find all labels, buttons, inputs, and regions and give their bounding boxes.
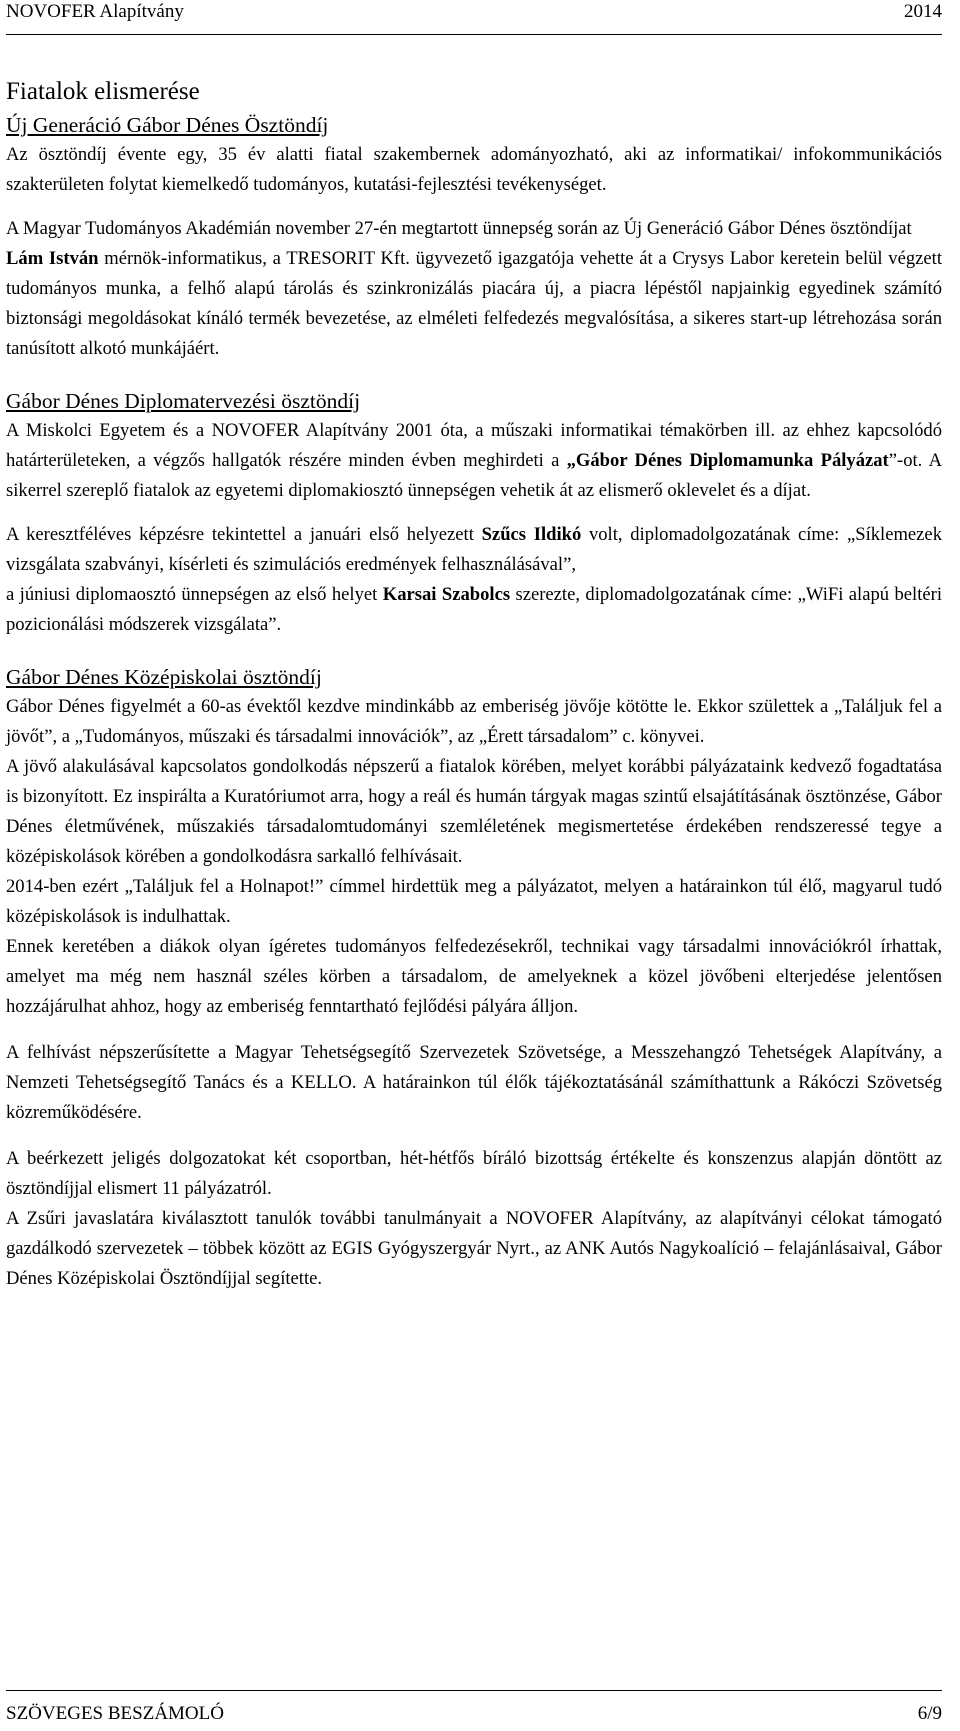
paragraph-text: ”-ot. A sikerrel szereplő fiatalok az egyetemi diplomakiosztó ünnepségen vehetik át az elismerő oklevelet és a díjat. [6,450,942,501]
paragraph: A Magyar Tudományos Akadémián november 27-én megtartott ünnepség során az Új Generáció Gábor Dénes ösztöndíjat [6,218,912,239]
paragraph: A jövő alakulásával kapcsolatos gondolkodás népszerű a fiatalok körében, melyet korábbi pályázataink kedvező fogadtatása is bizonyított. Ez inspirálta a Kuratóriumot arra, hogy a reál és humán tárgyak magas szintű elsajátításának ösztönzése, Gábor Dénes életművének, műszakiés társadalomtudományi szemléletének megismertetése érdekében rendszeressé tegye a középiskolások körében a gondolkodásra sarkalló felhívásait. [6,756,942,867]
paragraph [6,244,942,364]
winner-name: Karsai Szabolcs [382,584,511,605]
paragraph-text: A Miskolci Egyetem és a NOVOFER Alapítvány 2001 óta, a műszaki informatikai témakörben ill. az ehhez kapcsolódó határterületeken, a végzős hallgatók részére minden évben meghirdeti a [6,420,942,471]
page-number: 6/9 [917,1703,942,1724]
paragraph-text: mérnök-informatikus, a TRESORIT Kft. ügyvezető igazgatója vehette át a Crysys Labor keretein belül végzett tudományos munka, a felhő alapú tárolás és szinkronizálás piacára új, a piacra lépéstől napjainkig egyedinek számító biztonsági megoldásokat kínáló termék bevezetése, az elméleti felfedezés megvalósítása, a sikeres start-up létrehozása során tanúsított alkotó munkájáért. [6,248,942,359]
paragraph-text: a júniusi diplomaosztó ünnepségen az első helyet [6,584,383,605]
paragraph: A Zsűri javaslatára kiválasztott tanulók további tanulmányait a NOVOFER Alapítvány, az alapítványi célokat támogató gazdálkodó szervezetek – többek között az EGIS Gyógyszergyár Nyrt., az ANK Autós Nagykoalíció – felajánlásaival, Gábor Dénes Középiskolai Ösztöndíjjal segítette. [6,1208,942,1289]
footer-label: SZÖVEGES BESZÁMOLÓ [6,1703,224,1724]
paragraph: Az ösztöndíj évente egy, 35 év alatti fiatal szakembernek adományozható, aki az informatikai/ infokommunikációs szakterületen folytat kiemelkedő tudományos, kutatási-fejlesztési tevékenységet. [6,144,942,195]
paragraph [6,416,942,506]
paragraph: A beérkezett jeligés dolgozatokat két csoportban, hét-hétfős bíráló bizottság értékelte és konszenzus alapján döntött az ösztöndíjjal elismert 11 pályázatról. [6,1148,942,1199]
paragraph-text: volt, diplomadolgozatának címe: „Síklemezek vizsgálata szabványi, kísérleti és szimulációs eredmények felhasználásával”, [6,524,942,575]
page-title: Fiatalok elismerése [6,78,200,105]
section-heading-uj-generacio: Új Generáció Gábor Dénes Ösztöndíj [6,113,329,137]
awardee-name: Lám István [6,248,99,269]
paragraph: A felhívást népszerűsítette a Magyar Tehetségsegítő Szervezetek Szövetsége, a Messzehangzó Tehetségek Alapítvány, a Nemzeti Tehetségsegítő Tanács és a KELLO. A határainkon túl élők tájékoztatásánál számíthattunk a Rákóczi Szövetség közreműködésére. [6,1042,942,1123]
page-header [6,0,942,35]
winner-name: Szűcs Ildikó [481,524,582,545]
header-organization: NOVOFER Alapítvány [6,1,184,22]
paragraph [6,520,942,580]
page-content [6,74,942,1294]
header-year: 2014 [904,1,942,22]
paragraph: Gábor Dénes figyelmét a 60-as évektől kezdve mindinkább az emberiség jövője kötötte le. Ekkor születtek a „Találjuk fel a jövőt”, a „Tudományos, műszaki és társadalmi innovációk”, az „Érett társadalom” c. könyvei. [6,696,942,747]
paragraph-text: szerezte, diplomadolgozatának címe: „WiFi alapú beltéri pozicionálási módszerek vizsgálata”. [6,584,942,635]
paragraph-text: A keresztféléves képzésre tekintettel a januári első helyezett [6,524,482,545]
paragraph: 2014-ben ezért „Találjuk fel a Holnapot!” címmel hirdettük meg a pályázatot, melyen a határainkon túl élő, magyarul tudó középiskolások is indulhattak. [6,876,942,927]
section-heading-diplomatervezesi: Gábor Dénes Diplomatervezési ösztöndíj [6,389,361,413]
paragraph [6,580,942,640]
section-heading-kozepiskolai: Gábor Dénes Középiskolai ösztöndíj [6,665,322,689]
paragraph: Ennek keretében a diákok olyan ígéretes tudományos felfedezésekről, technikai vagy társadalmi innovációkról írhattak, amelyet ma még nem használ széles körben a társadalom, de amelyeknek a közel jövőbeni elterjedése jelentősen hozzájárulhat ahhoz, hogy az emberiség fenntartható fejlődési pályára álljon. [6,936,942,1017]
competition-name: „Gábor Dénes Diplomamunka Pályázat [566,450,889,471]
page-footer [6,1690,942,1731]
